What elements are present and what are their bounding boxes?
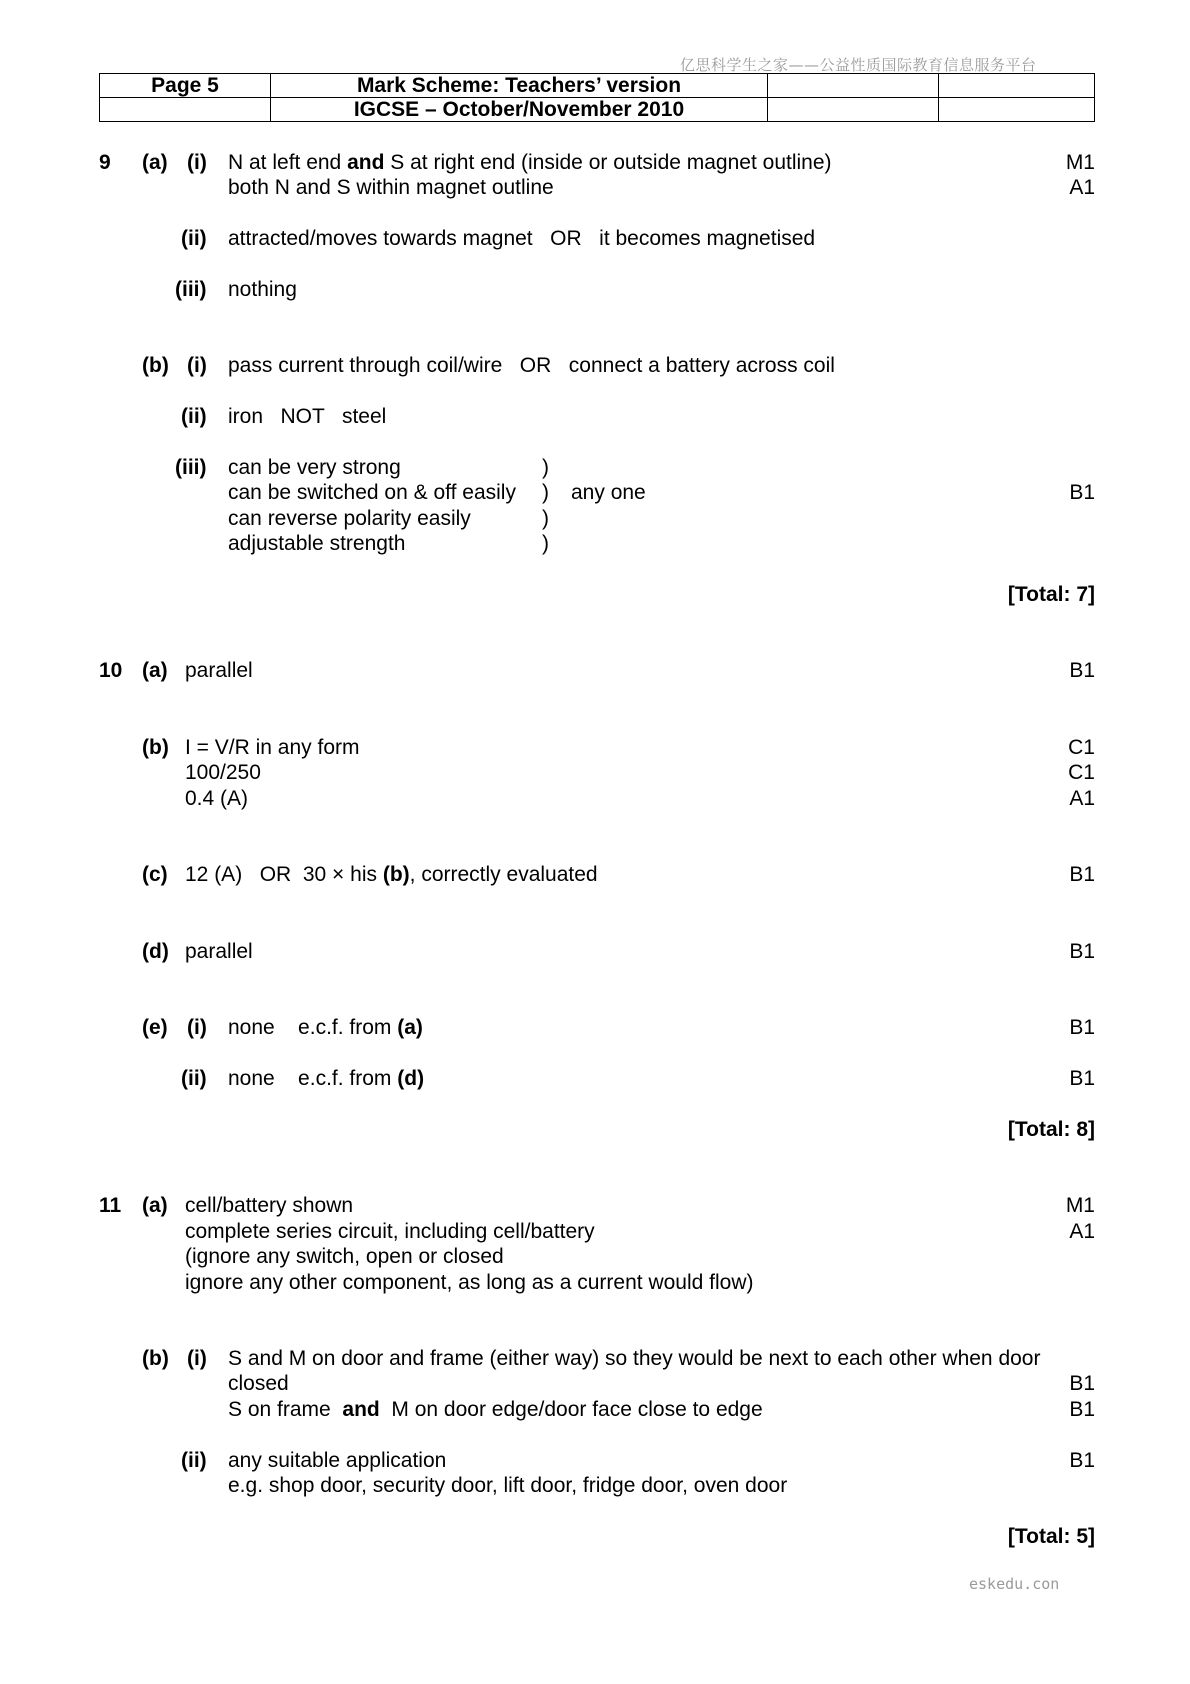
answer-line: iron NOT steel xyxy=(228,405,387,428)
bracket: ) xyxy=(542,456,549,479)
answer-line: attracted/moves towards magnet OR it becomes magnetised xyxy=(228,227,816,250)
mark: B1 xyxy=(1069,481,1095,504)
answer-line: I = V/R in any form xyxy=(185,736,360,759)
part-label: (a) xyxy=(142,1194,168,1217)
part-label: (d) xyxy=(142,940,169,963)
mark: M1 xyxy=(1065,1194,1095,1217)
subpart-label: (iii) xyxy=(175,278,207,301)
mark: B1 xyxy=(1069,1067,1095,1090)
subpart-label: (i) xyxy=(187,1347,207,1370)
part-label: (a) xyxy=(142,659,168,682)
answer-line: pass current through coil/wire OR connect a battery across coil xyxy=(228,354,835,377)
question-number: 10 xyxy=(99,659,123,682)
bracket: ) xyxy=(542,507,549,530)
subpart-label: (iii) xyxy=(175,456,207,479)
answer-line: 12 (A) OR 30 × his (b), correctly evaluated xyxy=(185,863,598,886)
answer-line: S on frame and M on door edge/door face close to edge xyxy=(228,1398,763,1421)
part-label: (b) xyxy=(142,354,169,377)
header-subtitle: IGCSE – October/November 2010 xyxy=(271,98,768,122)
question-total: [Total: 8] xyxy=(1007,1118,1095,1141)
answer-line: cell/battery shown xyxy=(185,1194,354,1217)
answer-line: parallel xyxy=(185,659,253,682)
header-empty-cell xyxy=(100,98,271,122)
header-table xyxy=(99,73,1095,122)
header-page: Page 5 xyxy=(100,74,271,98)
subpart-label: (ii) xyxy=(181,1449,207,1472)
answer-line: 0.4 (A) xyxy=(185,787,249,810)
watermark-top: 亿思科学生之家——公益性质国际教育信息服务平台 xyxy=(680,56,1037,74)
answer-line: S and M on door and frame (either way) so they would be next to each other when door xyxy=(228,1347,1041,1370)
mark: B1 xyxy=(1069,863,1095,886)
mark: B1 xyxy=(1069,940,1095,963)
subpart-label: (ii) xyxy=(181,1067,207,1090)
mark: C1 xyxy=(1068,761,1095,784)
mark: B1 xyxy=(1069,1372,1095,1395)
answer-line: any one xyxy=(571,481,646,504)
question-total: [Total: 5] xyxy=(1007,1525,1095,1548)
answer-line: none e.c.f. from (a) xyxy=(228,1016,423,1039)
part-label: (b) xyxy=(142,736,169,759)
answer-line: can reverse polarity easily xyxy=(228,507,471,530)
part-label: (c) xyxy=(142,863,168,886)
part-label: (a) xyxy=(142,151,168,174)
answer-line: any suitable application xyxy=(228,1449,447,1472)
watermark-bottom: eskedu.con xyxy=(969,1575,1060,1593)
answer-line: none e.c.f. from (d) xyxy=(228,1067,425,1090)
bracket: ) xyxy=(542,481,549,504)
mark: A1 xyxy=(1069,787,1095,810)
answer-line: 100/250 xyxy=(185,761,261,784)
answer-line: can be switched on & off easily xyxy=(228,481,516,504)
answer-line: (ignore any switch, open or closed xyxy=(185,1245,504,1268)
answer-line: can be very strong xyxy=(228,456,401,479)
answer-line: parallel xyxy=(185,940,253,963)
question-number: 11 xyxy=(99,1194,122,1217)
answer-line: complete series circuit, including cell/battery xyxy=(185,1220,595,1243)
header-empty-cell xyxy=(939,74,1095,98)
mark: B1 xyxy=(1069,1398,1095,1421)
answer-line: ignore any other component, as long as a current would flow) xyxy=(185,1271,754,1294)
mark: A1 xyxy=(1069,176,1095,199)
part-label: (e) xyxy=(142,1016,168,1039)
answer-line: adjustable strength xyxy=(228,532,406,555)
subpart-label: (ii) xyxy=(181,227,207,250)
mark: B1 xyxy=(1069,1016,1095,1039)
mark: A1 xyxy=(1069,1220,1095,1243)
bracket: ) xyxy=(542,532,549,555)
header-empty-cell xyxy=(768,98,939,122)
subpart-label: (i) xyxy=(187,151,207,174)
answer-line: N at left end and S at right end (inside or outside magnet outline) xyxy=(228,151,832,174)
header-title: Mark Scheme: Teachers’ version xyxy=(271,74,768,98)
question-number: 9 xyxy=(99,151,111,174)
mark: B1 xyxy=(1069,659,1095,682)
mark: C1 xyxy=(1068,736,1095,759)
answer-line: e.g. shop door, security door, lift door, fridge door, oven door xyxy=(228,1474,788,1497)
answer-line: both N and S within magnet outline xyxy=(228,176,554,199)
mark: B1 xyxy=(1069,1449,1095,1472)
part-label: (b) xyxy=(142,1347,169,1370)
header-empty-cell xyxy=(768,74,939,98)
mark: M1 xyxy=(1065,151,1095,174)
subpart-label: (i) xyxy=(187,1016,207,1039)
subpart-label: (ii) xyxy=(181,405,207,428)
answer-line: nothing xyxy=(228,278,297,301)
subpart-label: (i) xyxy=(187,354,207,377)
header-empty-cell xyxy=(939,98,1095,122)
question-total: [Total: 7] xyxy=(1007,583,1095,606)
answer-line: closed xyxy=(228,1372,289,1395)
